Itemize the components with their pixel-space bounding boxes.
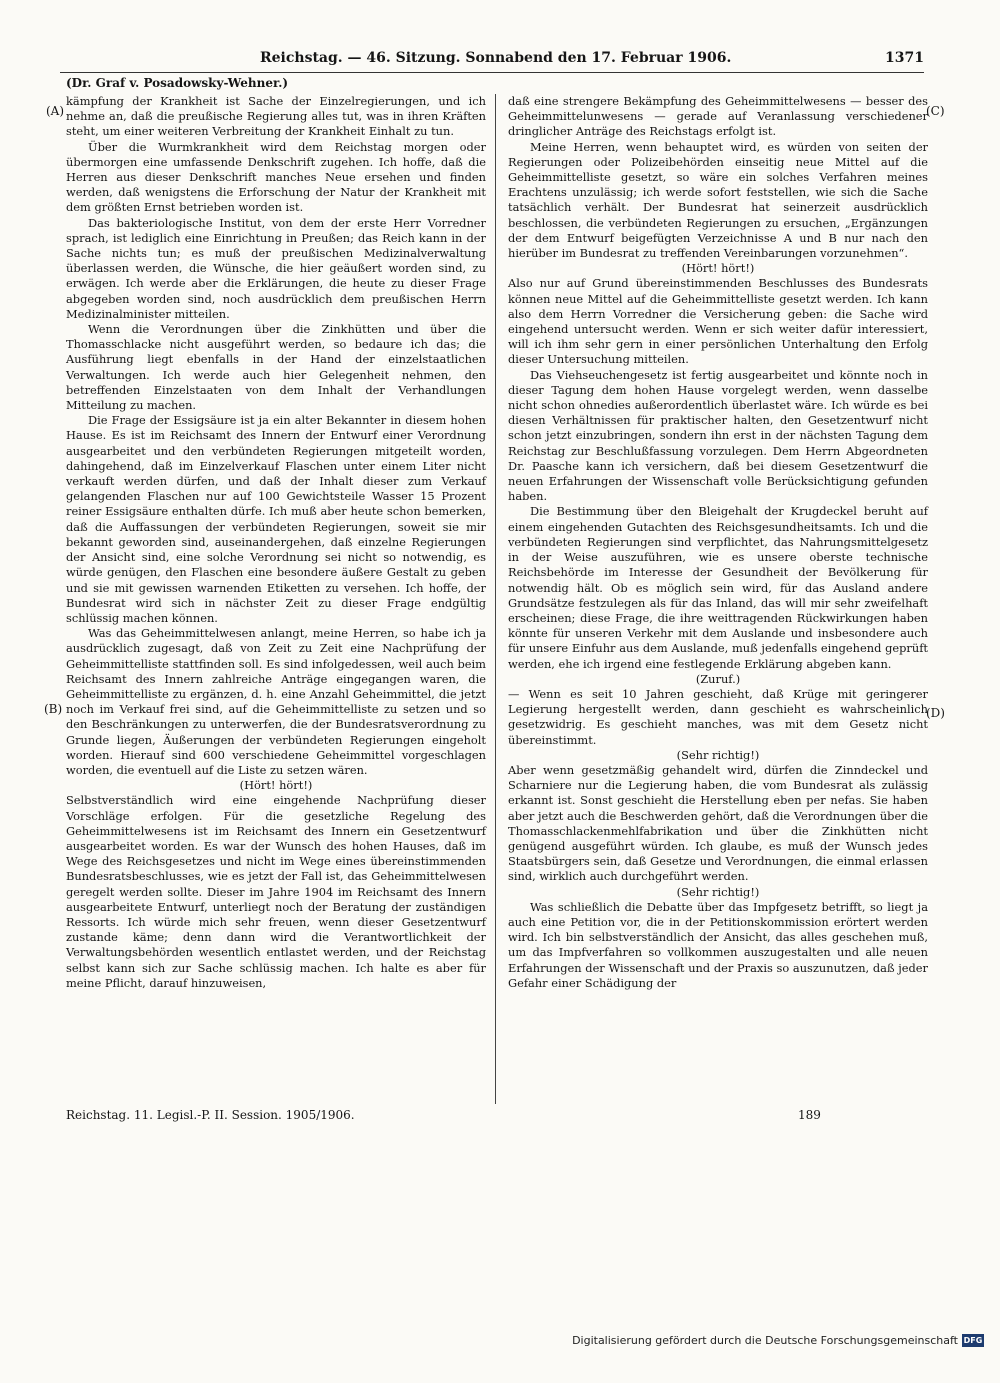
paragraph: kämpfung der Krankheit ist Sache der Einzelregierungen, und ich nehme an, daß die preußische Regierung alles tut, was in ihren Kräften steht, um einer weiteren Verbreitung der Krankheit Einhalt zu tun. (66, 94, 486, 139)
digitization-note: Digitalisierung gefördert durch die Deutsche Forschungsgemeinschaft (572, 1334, 958, 1347)
footer-session-info: Reichstag. 11. Legisl.-P. II. Session. 1905/1906. (66, 1108, 355, 1122)
paragraph: Wenn die Verordnungen über die Zinkhütten und über die Thomasschlacke nicht ausgeführt werden, so bedaure ich das; die Ausführung liegt ebenfalls in der Hand der einzelstaatlichen Verwaltungen. Ich werde auch hier Gelegenheit nehmen, den betreffenden Einzelstaaten von dem Inhalt der Verhandlungen Mitteilung zu machen. (66, 322, 486, 413)
paragraph: Die Bestimmung über den Bleigehalt der Krugdeckel beruht auf einem eingehenden Gutachten des Reichsgesundheitsamts. Ich und die verbündeten Regierungen sind verpflichtet, das Nahrungsmittelgesetz in der Weise auszuführen, wie es unsere oberste technische Reichsbehörde im Interesse der Gesundheit der Bevölkerung für notwendig hält. Ob es möglich sein wird, für das Ausland andere Grundsätze festzulegen als für das Inland, das will mir sehr zweifelhaft erscheinen; diese Frage, die ihre weittragenden Rückwirkungen haben könnte für unseren Verkehr mit dem Auslande und insbesondere auch für unsere Einfuhr aus dem Auslande, muß jedenfalls eingehend geprüft werden, ehe ich irgend eine festlegende Erklärung abgeben kann. (508, 504, 928, 671)
running-head: Reichstag. — 46. Sitzung. Sonnabend den 17. Februar 1906. (260, 50, 732, 66)
interjection: (Zuruf.) (695, 671, 741, 686)
interjection: (Hört! hört!) (681, 261, 755, 276)
interjection: (Hört! hört!) (239, 778, 313, 793)
paragraph: Meine Herren, wenn behauptet wird, es würden von seiten der Regierungen oder Polizeibehörden einseitig neue Mittel auf die Geheimmittelliste gesetzt, so wäre ein solches Verfahren meines Erachtens unzulässig; ich werde sofort feststellen, wie sich die Sache tatsächlich verhält. Der Bundesrat hat seinerzeit ausdrücklich beschlossen, die verbündeten Regierungen zu ersuchen, „Ergänzungen der dem Entwurf beigefügten Verzeichnisse A und B nur nach den hierüber im Bundesrat zu treffenden Vereinbarungen vorzunehmen“. (508, 139, 928, 261)
interjection: (Sehr richtig!) (676, 884, 760, 899)
margin-marker-a: (A) (46, 104, 65, 118)
paragraph: Das Viehseuchengesetz ist fertig ausgearbeitet und könnte noch in dieser Tagung dem hohen Hause vorgelegt werden, wenn dasselbe nicht schon ohnedies außerordentlich überlastet wäre. Ich würde es bei diesen Verhältnissen für praktischer halten, den Gesetzentwurf nicht schon jetzt einzubringen, sondern ihn erst in der nächsten Tagung dem Reichstag zur Beschlußfassung vorzulegen. Dem Herrn Abgeordneten Dr. Paasche kann ich versichern, daß bei diesem Gesetzentwurf die neuen Erfahrungen der Wissenschaft volle Berücksichtigung gefunden haben. (508, 367, 928, 504)
footer-signature-number: 189 (798, 1108, 821, 1122)
right-column (508, 94, 928, 991)
header-rule (60, 72, 924, 73)
paragraph: — Wenn es seit 10 Jahren geschieht, daß Krüge mit geringerer Legierung hergestellt werden, dann geschieht es wahrscheinlich gesetzwidrig. Es geschieht manches, was mit dem Gesetz nicht übereinstimmt. (508, 686, 928, 747)
margin-marker-b: (B) (44, 702, 63, 716)
dfg-logo-icon: DFG (963, 1336, 983, 1345)
speaker-label: (Dr. Graf v. Posadowsky-Wehner.) (66, 76, 289, 90)
paragraph: Aber wenn gesetzmäßig gehandelt wird, dürfen die Zinndeckel und Scharniere nur die Legierung haben, die vom Bundesrat als zulässig erkannt ist. Sonst geschieht die Herstellung eben per nefas. Sie haben aber jetzt auch die Beschwerden gehört, daß die Verordnungen über die Thomasschlackenmehlfabrikation und über die Zinkhütten nicht genügend ausgeführt würden. Ich glaube, es muß der Wunsch jedes Staatsbürgers sein, daß Gesetze und Verordnungen, die einmal erlassen sind, wirklich auch durchgeführt werden. (508, 762, 928, 884)
paragraph: Was das Geheimmittelwesen anlangt, meine Herren, so habe ich ja ausdrücklich zugesagt, daß von Zeit zu Zeit eine Nachprüfung der Geheimmittelliste stattfinden soll. Es sind infolgedessen, weil auch beim Reichsamt des Innern zahlreiche Anträge eingegangen waren, die Geheimmittelliste zu ergänzen, d. h. eine Anzahl Geheimmittel, die jetzt noch im Verkauf frei sind, auf die Geheimmittelliste zu setzen und so den Beschränkungen zu unterwerfen, die der Bundesratsverordnung zu Grunde liegen, Äußerungen der verbündeten Regierungen eingeholt worden. Hierauf sind 600 verschiedene Geheimmittel vorgeschlagen worden, die eventuell auf die Liste zu setzen wären. (66, 626, 486, 777)
digitization-credit (572, 1334, 984, 1347)
interjection: (Sehr richtig!) (676, 747, 760, 762)
page-header (60, 50, 924, 72)
margin-marker-c: (C) (926, 104, 945, 118)
margin-marker-d: (D) (926, 706, 945, 720)
left-column (66, 94, 486, 991)
paragraph: Die Frage der Essigsäure ist ja ein alter Bekannter in diesem hohen Hause. Es ist im Reichsamt des Innern der Entwurf einer Verordnung ausgearbeitet und den verbündeten Regierungen mitgeteilt worden, dahingehend, daß im Einzelverkauf Flaschen unter einem Liter nicht verkauft werden dürfen, und daß der Inhalt dieser zum Verkauf gelangenden Flaschen nur auf 100 Gewichtsteile Wasser 15 Prozent reiner Essigsäure enthalten dürfe. Ich muß aber heute schon bemerken, daß die Auffassungen der verbündeten Regierungen, soweit sie mir bekannt geworden sind, auseinandergehen, daß einzelne Regierungen der Ansicht sind, eine solche Verordnung sei nicht so notwendig, es würde genügen, den Flaschen eine besondere äußere Gestalt zu geben und sie mit gewissen warnenden Etiketten zu versehen. Ich hoffe, der Bundesrat wird sich in nächster Zeit zu dieser Frage endgültig schlüssig machen können. (66, 413, 486, 625)
page-number: 1371 (885, 50, 924, 66)
paragraph: daß eine strengere Bekämpfung des Geheimmittelwesens — besser des Geheimmittelunwesens — gerade auf Veranlassung verschiedener dringlicher Anträge des Reichstags erfolgt ist. (508, 94, 928, 139)
paragraph: Selbstverständlich wird eine eingehende Nachprüfung dieser Vorschläge erfolgen. Für die gesetzliche Regelung des Geheimmittelwesens ist im Reichsamt des Innern ein Gesetzentwurf ausgearbeitet worden. Es war der Wunsch des hohen Hauses, daß im Wege des Reichsgesetzes und nicht im Wege eines übereinstimmenden Bundesratsbeschlusses, wie es jetzt der Fall ist, das Geheimmittelwesen geregelt werden sollte. Dieser im Jahre 1904 im Reichsamt des Innern ausgearbeitete Entwurf, unterliegt noch der Beratung der zuständigen Ressorts. Ich würde mich sehr freuen, wenn dieser Gesetzentwurf zustande käme; denn dann wird die Verantwortlichkeit der Verwaltungsbehörden wesentlich entlastet werden, und der Reichstag selbst kann sich zur Sache schlüssig machen. Ich halte es aber für meine Pflicht, darauf hinzuweisen, (66, 793, 486, 990)
paragraph: Was schließlich die Debatte über das Impfgesetz betrifft, so liegt ja auch eine Petition vor, die in der Petitionskommission erörtert werden wird. Ich bin selbstverständlich der Ansicht, das alles geschehen muß, um das Impfverfahren so vollkommen auszugestalten und alle neuen Erfahrungen der Wissenschaft und der Praxis so auszunutzen, daß jeder Gefahr einer Schädigung der (508, 899, 928, 990)
paragraph: Das bakteriologische Institut, von dem der erste Herr Vorredner sprach, ist lediglich eine Einrichtung in Preußen; das Reich kann in der Sache nichts tun; es muß der preußischen Medizinalverwaltung überlassen werden, die Wünsche, die hier geäußert worden sind, zu erwägen. Ich werde aber die Erklärungen, die heute zu dieser Frage abgegeben worden sind, noch ausdrücklich dem preußischen Herrn Medizinalminister mitteilen. (66, 215, 486, 321)
column-divider (495, 94, 496, 1104)
paragraph: Über die Wurmkrankheit wird dem Reichstag morgen oder übermorgen eine umfassende Denkschrift zugehen. Ich hoffe, daß die Herren aus dieser Denkschrift manches Neue ersehen und finden werden, daß wenigstens die Erforschung der Natur der Krankheit mit dem größten Ernst betrieben worden ist. (66, 139, 486, 215)
paragraph: Also nur auf Grund übereinstimmenden Beschlusses des Bundesrats können neue Mittel auf die Geheimmittelliste gesetzt werden. Ich kann also dem Herrn Vorredner die Versicherung geben: die Sache wird eingehend untersucht werden. Wenn er sich weiter dafür interessiert, will ich ihm sehr gern in einer persönlichen Unterhaltung den Erfolg dieser Untersuchung mitteilen. (508, 276, 928, 367)
